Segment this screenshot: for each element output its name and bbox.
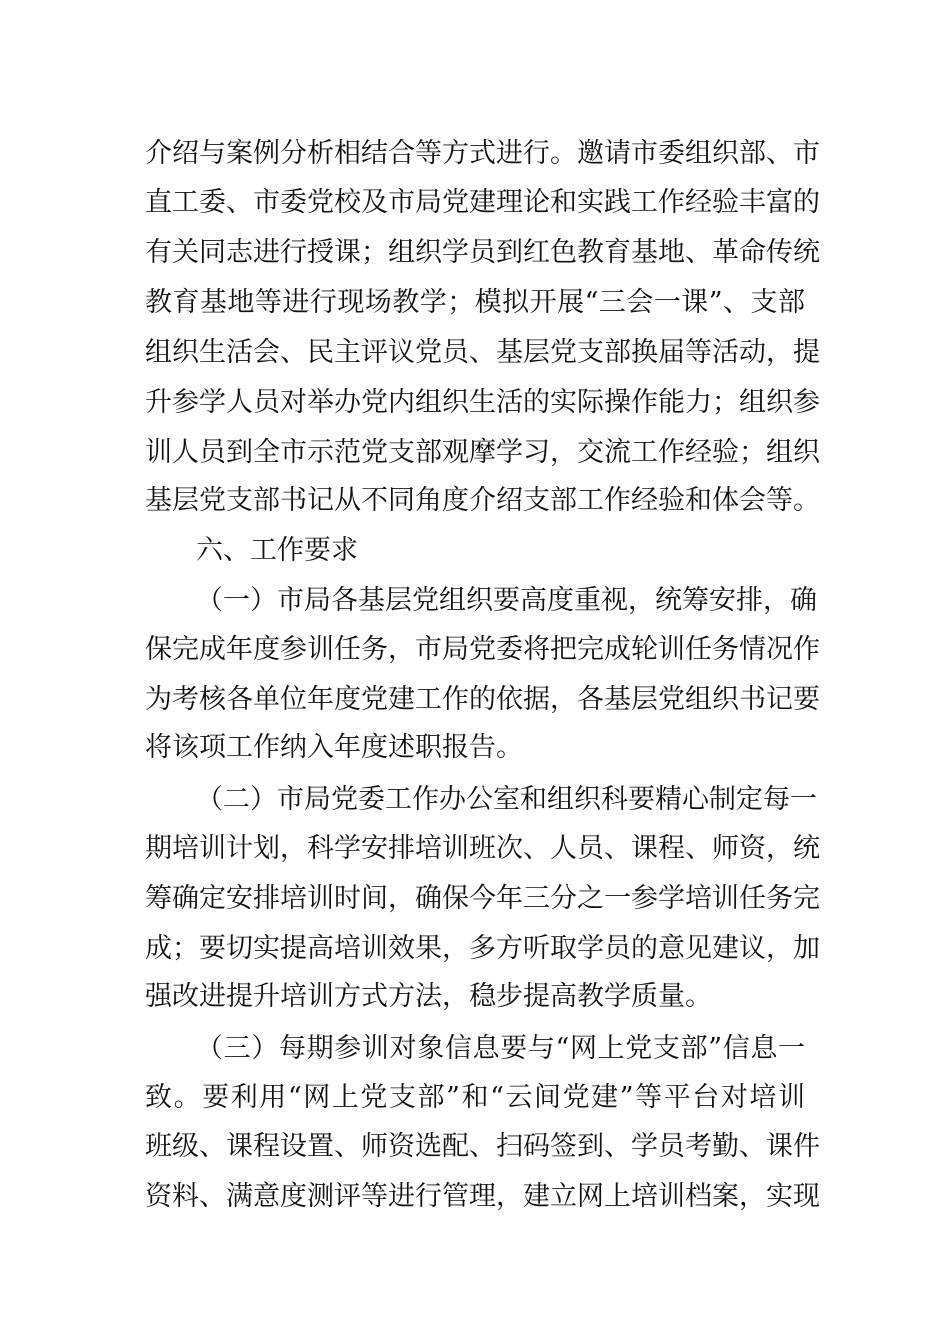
paragraph-line: （三）每期参训对象信息要与“网上党支部”信息一 (196, 1033, 805, 1064)
paragraph-line: 致。要利用“网上党支部”和“云间党建”等平台对培训 (145, 1082, 805, 1113)
paragraph-line: 资料、满意度测评等进行管理，建立网上培训档案，实现 (145, 1181, 820, 1212)
paragraph-line: 期培训计划，科学安排培训班次、人员、课程、师资，统 (145, 833, 820, 864)
paragraph-line: 有关同志进行授课；组织学员到红色教育基地、革命传统 (145, 237, 820, 268)
paragraph-line: 为考核各单位年度党建工作的依据，各基层党组织书记要 (145, 684, 820, 715)
paragraph-line: 将该项工作纳入年度述职报告。 (145, 732, 523, 763)
paragraph-line: 教育基地等进行现场教学；模拟开展“三会一课”、支部 (145, 287, 805, 318)
paragraph-line: 班级、课程设置、师资选配、扫码签到、学员考勤、课件 (145, 1131, 820, 1162)
paragraph-line: 成；要切实提高培训效果，多方听取学员的意见建议，加 (145, 933, 820, 964)
paragraph-line: 基层党支部书记从不同角度介绍支部工作经验和体会等。 (145, 485, 820, 516)
paragraph-line: 保完成年度参训任务，市局党委将把完成轮训任务情况作 (145, 634, 820, 665)
paragraph-line: 筹确定安排培训时间，确保今年三分之一参学培训任务完 (145, 883, 820, 914)
paragraph-line: 强改进提升培训方式方法，稳步提高教学质量。 (145, 981, 712, 1012)
paragraph-line: （二）市局党委工作办公室和组织科要精心制定每一 (196, 784, 817, 815)
section-heading: 六、工作要求 (196, 535, 358, 566)
paragraph-line: 直工委、市委党校及市局党建理论和实践工作经验丰富的 (145, 187, 820, 218)
paragraph-line: 组织生活会、民主评议党员、基层党支部换届等活动，提 (145, 337, 820, 368)
paragraph-line: 介绍与案例分析相结合等方式进行。邀请市委组织部、市 (145, 138, 820, 169)
paragraph-line: 训人员到全市示范党支部观摩学习，交流工作经验；组织 (145, 437, 820, 468)
paragraph-line: （一）市局各基层党组织要高度重视，统筹安排，确 (196, 585, 817, 616)
paragraph-line: 升参学人员对举办党内组织生活的实际操作能力；组织参 (145, 387, 820, 418)
